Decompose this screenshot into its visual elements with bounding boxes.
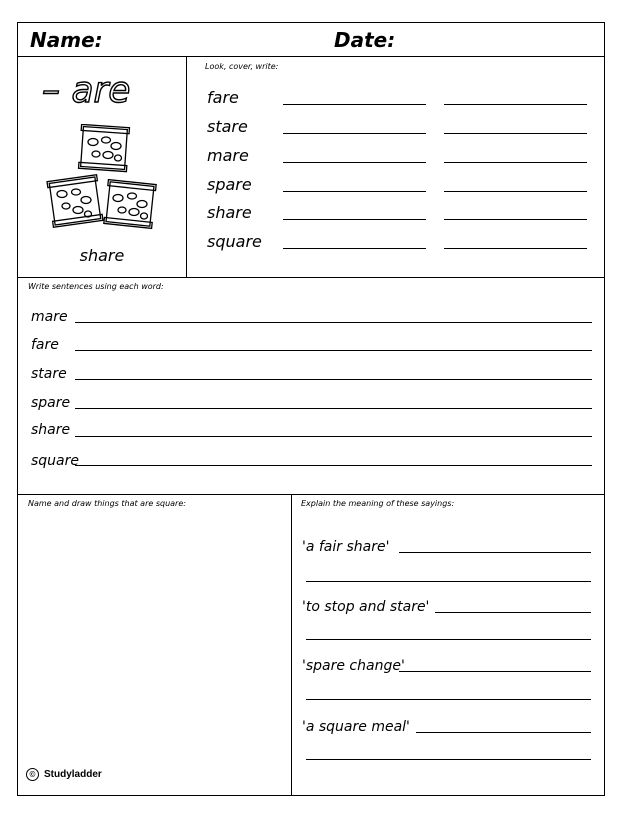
write-line[interactable] — [283, 191, 426, 192]
explain-line[interactable] — [416, 732, 591, 733]
studyladder-footer — [26, 768, 102, 781]
header-row — [18, 23, 604, 57]
sentence-word-stare: stare — [31, 366, 67, 382]
write-line[interactable] — [444, 162, 587, 163]
sentence-line[interactable] — [75, 436, 592, 437]
write-line[interactable] — [444, 191, 587, 192]
write-line[interactable] — [444, 248, 587, 249]
write-line[interactable] — [444, 133, 587, 134]
sayings-section — [292, 495, 604, 795]
spelling-rule-title: – are — [42, 70, 131, 111]
brand-name: Studyladder — [44, 769, 102, 781]
sentence-line[interactable] — [75, 379, 592, 380]
word-mare: mare — [207, 146, 249, 165]
date-label: Date: — [334, 28, 396, 52]
word-stare: stare — [207, 117, 248, 136]
explain-line[interactable] — [306, 759, 591, 760]
sentence-word-share: share — [31, 422, 71, 438]
word-fare: fare — [207, 88, 239, 107]
name-label: Name: — [30, 28, 103, 52]
look-cover-write-panel — [187, 56, 604, 277]
write-line[interactable] — [283, 248, 426, 249]
word-spare: spare — [207, 175, 252, 194]
write-line[interactable] — [283, 133, 426, 134]
copyright-icon: © — [26, 768, 39, 781]
worksheet — [17, 22, 605, 796]
top-section — [18, 56, 604, 278]
explain-line[interactable] — [306, 581, 591, 582]
sentence-word-spare: spare — [31, 395, 71, 411]
sentence-line[interactable] — [75, 322, 592, 323]
explain-line[interactable] — [306, 699, 591, 700]
explain-line[interactable] — [399, 552, 591, 553]
sentence-word-fare: fare — [31, 337, 59, 353]
sentences-instruction: Write sentences using each word: — [28, 282, 164, 291]
saying-spare-change: 'spare change' — [302, 658, 405, 674]
write-line[interactable] — [444, 219, 587, 220]
sayings-instruction: Explain the meaning of these sayings: — [301, 499, 455, 508]
explain-line[interactable] — [435, 612, 591, 613]
write-line[interactable] — [444, 104, 587, 105]
sentence-line[interactable] — [75, 408, 592, 409]
sentence-word-square: square — [31, 453, 80, 469]
saying-fair-share: 'a fair share' — [302, 539, 390, 555]
picture-panel — [18, 56, 187, 277]
saying-square-meal: 'a square meal' — [302, 719, 410, 735]
sentence-line[interactable] — [75, 350, 592, 351]
sentence-word-mare: mare — [31, 309, 68, 325]
write-line[interactable] — [283, 219, 426, 220]
sentences-section — [18, 278, 604, 495]
sentence-line[interactable] — [75, 465, 592, 466]
draw-square-section — [18, 495, 292, 795]
explain-line[interactable] — [399, 671, 591, 672]
saying-stop-and-stare: 'to stop and stare' — [302, 599, 430, 615]
write-line[interactable] — [283, 162, 426, 163]
write-line[interactable] — [283, 104, 426, 105]
word-share: share — [207, 203, 252, 222]
picture-word: share — [79, 246, 125, 265]
word-square: square — [207, 232, 262, 251]
explain-line[interactable] — [306, 639, 591, 640]
draw-square-instruction: Name and draw things that are square: — [28, 499, 186, 508]
shared-crackers-image — [46, 124, 161, 239]
look-cover-write-instruction: Look, cover, write: — [205, 62, 279, 71]
